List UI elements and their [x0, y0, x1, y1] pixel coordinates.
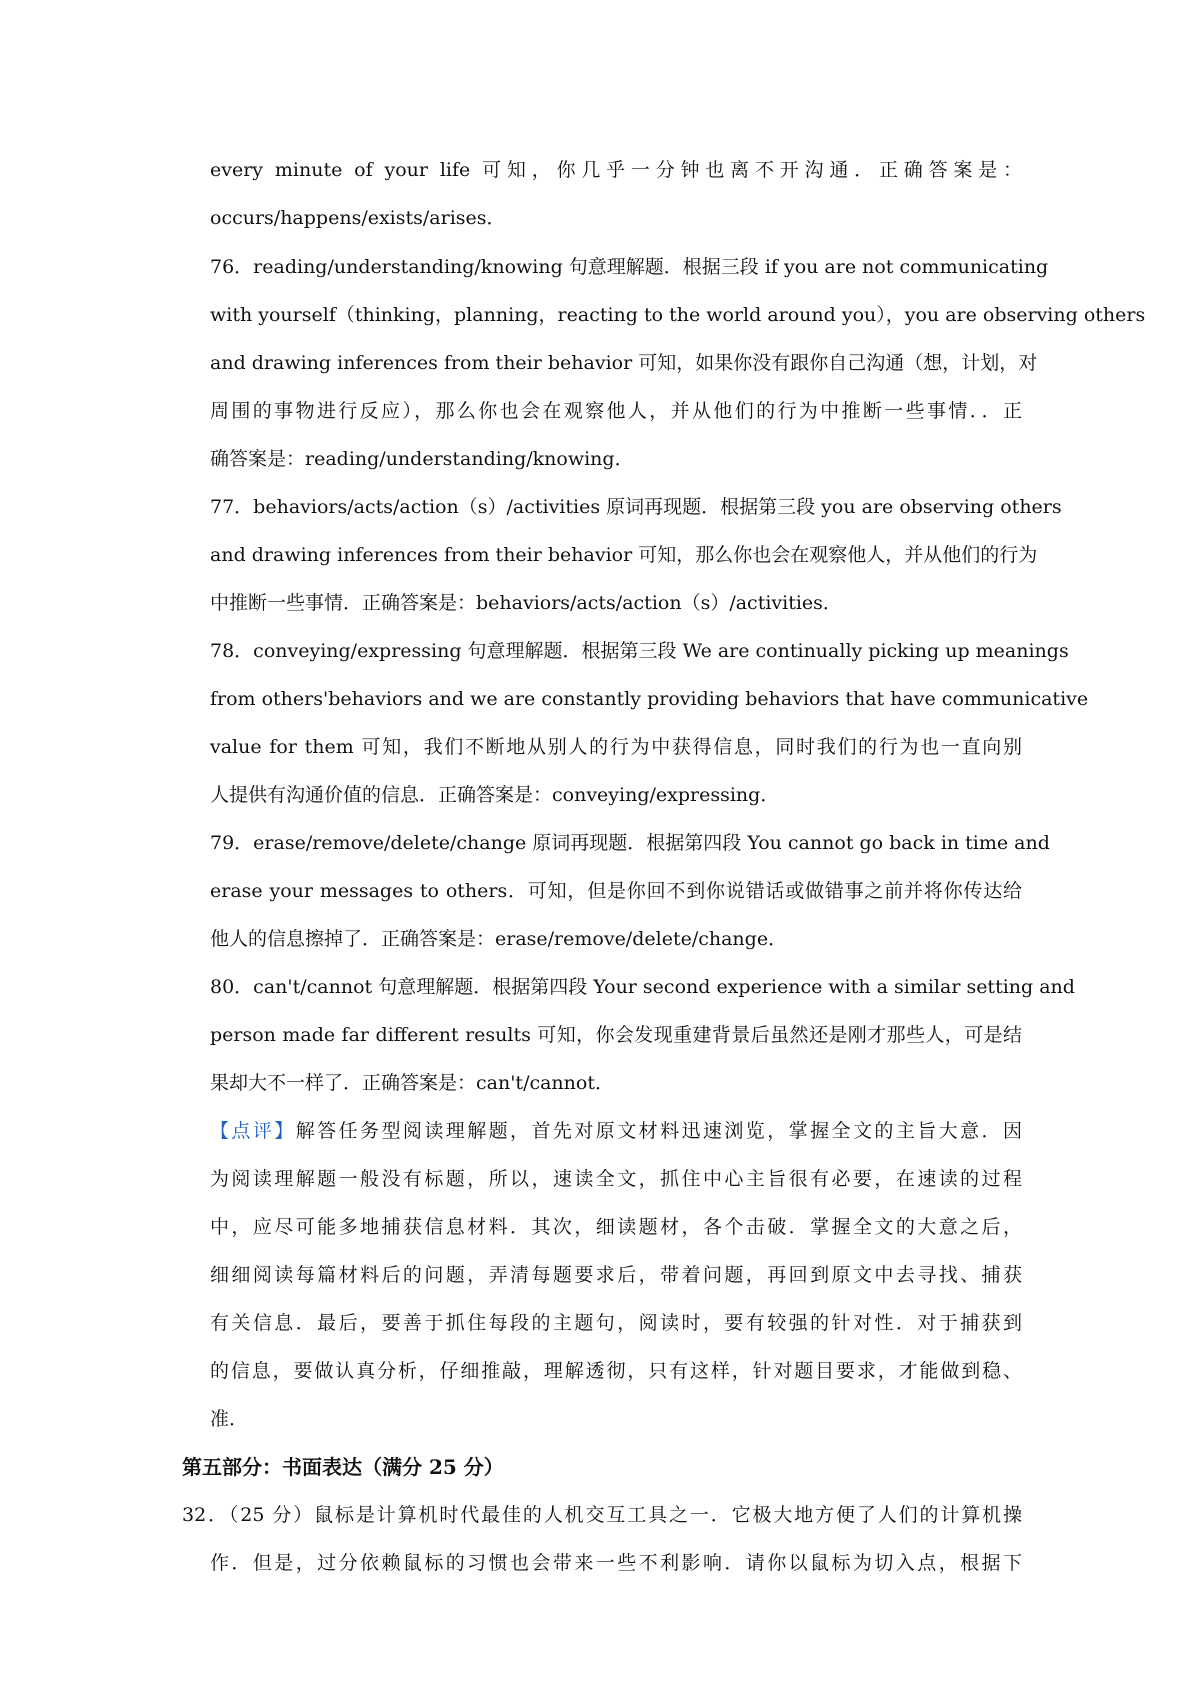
comment-line: 有关信息．最后，要善于抓住每段的主题句，阅读时，要有较强的针对性．对于捕获到 [210, 1312, 1022, 1334]
text-line: 确答案是：reading/understanding/knowing． [210, 448, 634, 470]
text-line: 中推断一些事情．正确答案是：behaviors/acts/action（s）/activities． [210, 592, 842, 614]
answer-77-line: 77．behaviors/acts/action（s）/activities 原词再现题．根据第三段 you are observing others [210, 496, 1062, 518]
text-line: person made far different results 可知，你会发现重建背景后虽然还是刚才那些人，可是结 [210, 1024, 1022, 1046]
comment-first-line [210, 1118, 1022, 1144]
text-line: value for them 可知，我们不断地从别人的行为中获得信息，同时我们的行为也一直向别 [210, 736, 1022, 758]
text-line: occurs/happens/exists/arises． [210, 207, 506, 229]
answer-79-line: 79．erase/remove/delete/change 原词再现题．根据第四段 You cannot go back in time and [210, 832, 1050, 854]
comment-line: 准． [210, 1408, 249, 1430]
question-32-line: 32．（25 分）鼠标是计算机时代最佳的人机交互工具之一．它极大地方便了人们的计算机操 [182, 1504, 1022, 1526]
comment-tag: 【点评】 [210, 1120, 296, 1142]
answer-78-line: 78．conveying/expressing 句意理解题．根据第三段 We are continually picking up meanings [210, 640, 1069, 662]
text-line: and drawing inferences from their behavior 可知，如果你没有跟你自己沟通（想，计划，对 [210, 352, 1038, 374]
text-line: 周围的事物进行反应），那么你也会在观察他人，并从他们的行为中推断一些事情．．正 [210, 400, 1022, 422]
text-line: every minute of your life 可知，你几乎一分钟也离不开沟通．正确答案是： [210, 159, 1022, 181]
text-line: 果却大不一样了．正确答案是：can't/cannot． [210, 1072, 614, 1094]
comment-line: 的信息，要做认真分析，仔细推敲，理解透彻，只有这样，针对题目要求，才能做到稳、 [210, 1360, 1022, 1382]
comment-line: 细细阅读每篇材料后的问题，弄清每题要求后，带着问题，再回到原文中去寻找、捕获 [210, 1264, 1022, 1286]
text-line: erase your messages to others．可知，但是你回不到你说错话或做错事之前并将你传达给 [210, 880, 1022, 902]
comment-text: 解答任务型阅读理解题，首先对原文材料迅速浏览，掌握全文的主旨大意．因 [295, 1120, 1022, 1142]
text-line: 人提供有沟通价值的信息．正确答案是：conveying/expressing． [210, 784, 780, 806]
text-line: and drawing inferences from their behavior 可知，那么你也会在观察他人，并从他们的行为 [210, 544, 1038, 566]
comment-line: 中，应尽可能多地捕获信息材料．其次，细读题材，各个击破．掌握全文的大意之后， [210, 1216, 1022, 1238]
section-title: 第五部分：书面表达（满分 25 分） [182, 1455, 504, 1479]
text-line: with yourself（thinking，planning，reacting to the world around you），you are observing others [210, 304, 1146, 326]
text-line: 他人的信息擦掉了．正确答案是：erase/remove/delete/change． [210, 928, 788, 950]
question-32-line: 作．但是，过分依赖鼠标的习惯也会带来一些不利影响．请你以鼠标为切入点，根据下 [210, 1552, 1022, 1574]
answer-80-line: 80．can't/cannot 句意理解题．根据第四段 Your second experience with a similar setting and [210, 976, 1075, 998]
text-line: from others'behaviors and we are constantly providing behaviors that have communicative [210, 688, 1089, 710]
answer-76-line: 76．reading/understanding/knowing 句意理解题．根据三段 if you are not communicating [210, 256, 1049, 278]
comment-line: 为阅读理解题一般没有标题，所以，速读全文，抓住中心主旨很有必要，在速读的过程 [210, 1168, 1022, 1190]
